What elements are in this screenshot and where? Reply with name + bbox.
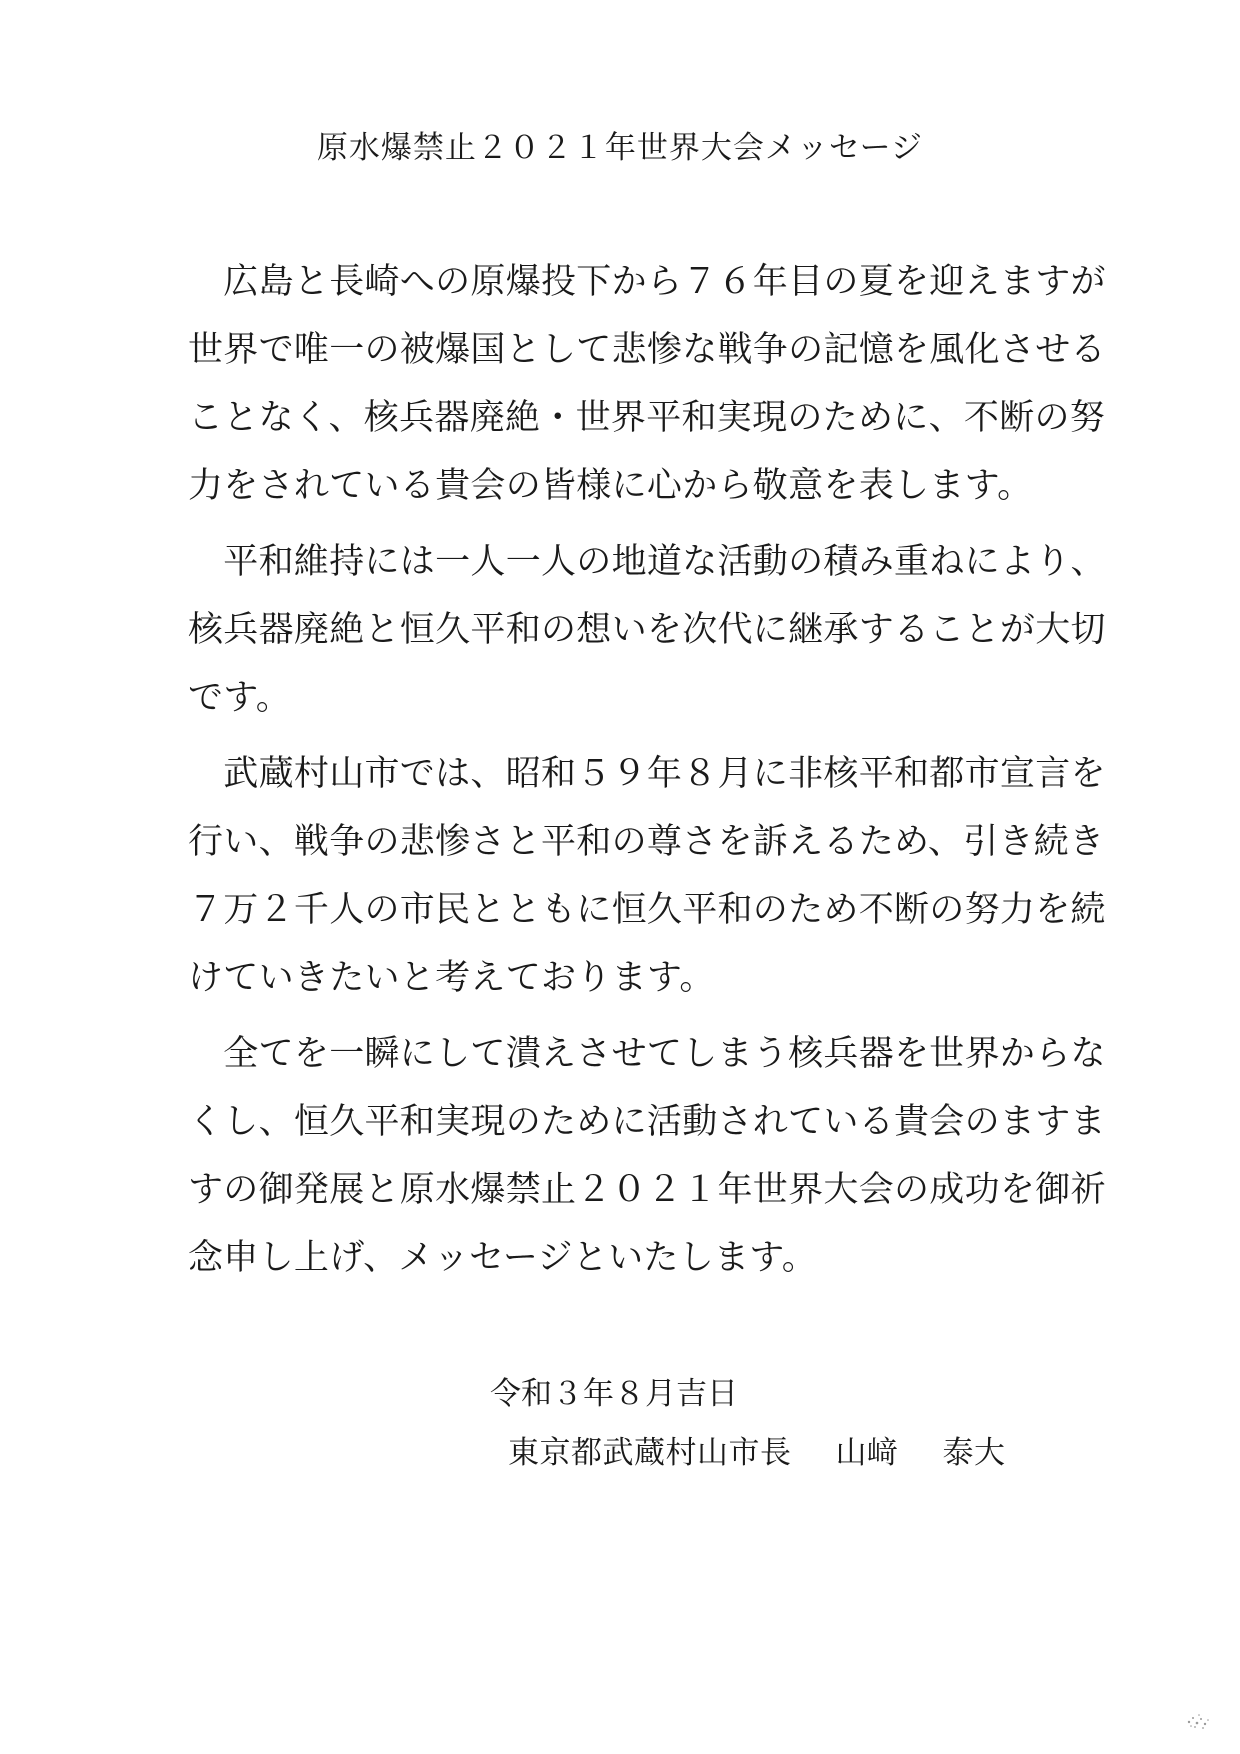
body-line: 広島と長崎への原爆投下から７６年目の夏を迎えますが <box>188 262 1106 302</box>
body-line: です。 <box>188 678 292 718</box>
body-line: 武蔵村山市では、昭和５９年８月に非核平和都市宣言を <box>188 754 1106 794</box>
body-line: 念申し上げ、メッセージといたします。 <box>188 1238 818 1278</box>
signer-title: 東京都武蔵村山市長 <box>508 1435 792 1471</box>
signature-block <box>508 1433 1006 1473</box>
body-line: ことなく、核兵器廃絶・世界平和実現のために、不断の努 <box>188 398 1106 438</box>
body-line: 行い、戦争の悲惨さと平和の尊さを訴えるため、引き続き <box>188 822 1105 862</box>
signer-surname: 山﨑 <box>835 1435 899 1471</box>
body-line: 全てを一瞬にして潰えさせてしまう核兵器を世界からな <box>188 1034 1106 1074</box>
body-line: くし、恒久平和実現のために活動されている貴会のますま <box>188 1102 1106 1142</box>
body-line: 世界で唯一の被爆国として悲惨な戦争の記憶を風化させる <box>188 330 1106 370</box>
scan-mark-icon <box>1183 1710 1213 1732</box>
body-line: 平和維持には一人一人の地道な活動の積み重ねにより、 <box>188 542 1106 582</box>
document-date: 令和３年８月吉日 <box>490 1376 738 1412</box>
body-line: けていきたいと考えております。 <box>188 958 715 998</box>
document-title: 原水爆禁止２０２１年世界大会メッセージ <box>316 130 924 166</box>
body-line: 核兵器廃絶と恒久平和の想いを次代に継承することが大切 <box>188 610 1106 650</box>
body-line: ７万２千人の市民とともに恒久平和のため不断の努力を続 <box>188 890 1106 930</box>
body-line: 力をされている貴会の皆様に心から敬意を表します。 <box>188 466 1033 506</box>
body-line: すの御発展と原水爆禁止２０２１年世界大会の成功を御祈 <box>188 1170 1106 1210</box>
signer-given-name: 泰大 <box>942 1435 1006 1471</box>
